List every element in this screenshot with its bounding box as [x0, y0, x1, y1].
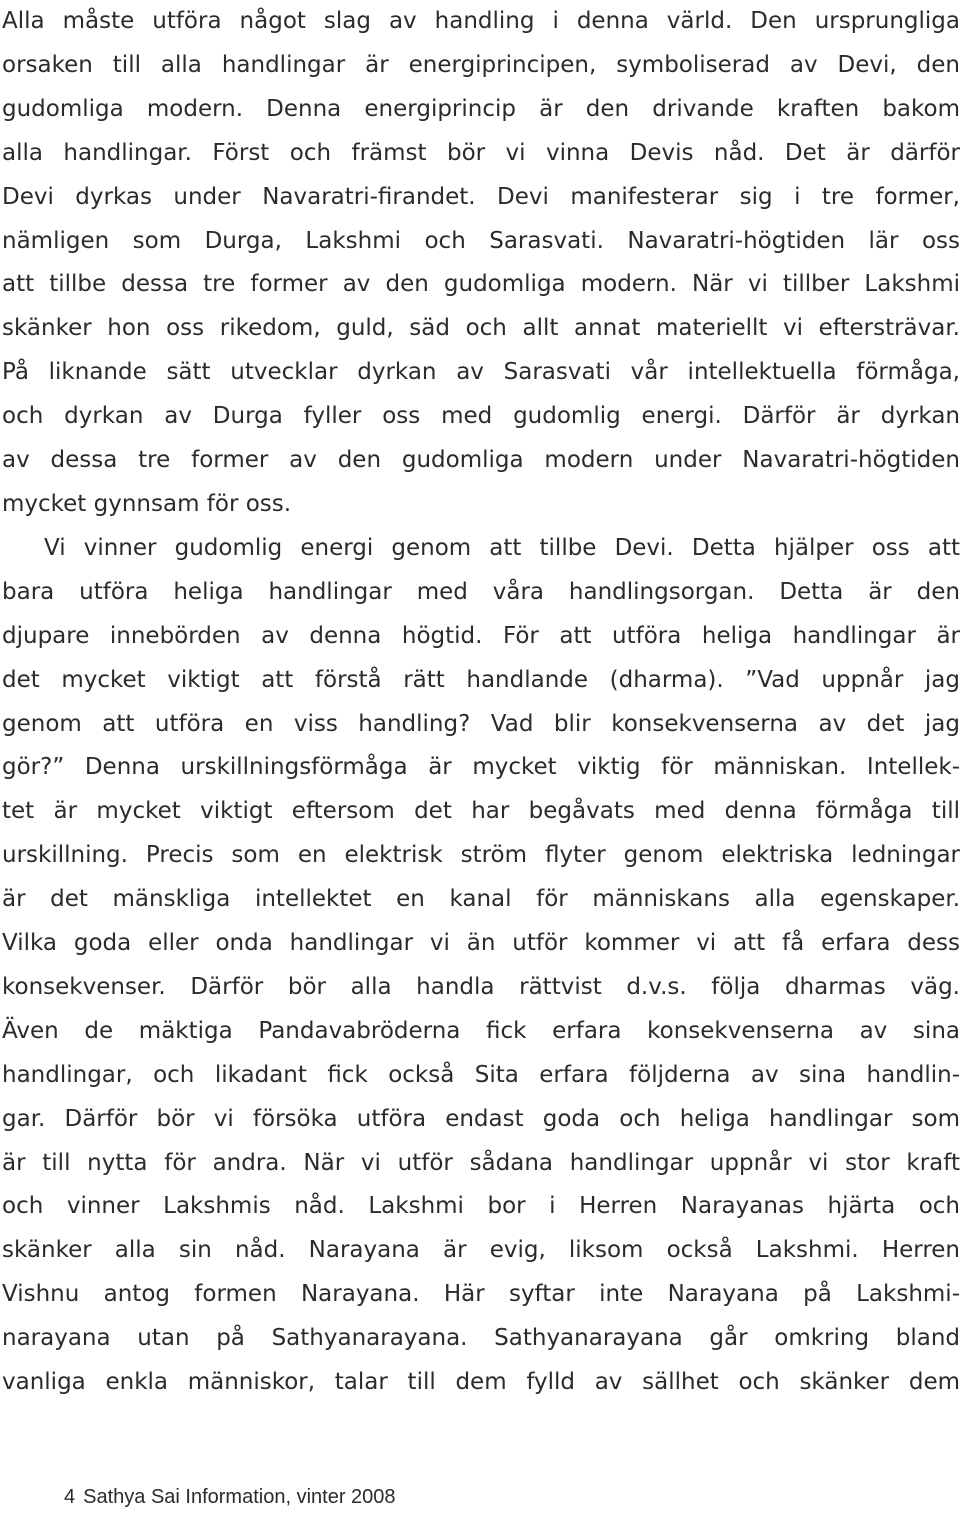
text-line: det mycket viktigt att förstå rätt handlande (dharma). ”Vad uppnår jag	[2, 666, 960, 693]
text-line: alla handlingar. Först och främst bör vi vinna Devis nåd. Det är därför	[2, 139, 960, 166]
publication-name: Sathya Sai Information, vinter 2008	[83, 1486, 396, 1508]
text-line: att tillbe dessa tre former av den gudomliga modern. När vi tillber Lakshmi	[2, 271, 960, 298]
text-line: Alla måste utföra något slag av handling i denna värld. Den ursprungliga	[2, 8, 960, 34]
text-line: mycket gynnsam för oss.	[2, 490, 292, 517]
page-number: 4	[64, 1486, 76, 1508]
text-line: genom att utföra en viss handling? Vad blir konsekvenserna av det jag	[2, 710, 960, 737]
text-line: gör?” Denna urskillningsförmåga är mycket viktig för människan. Intellek-	[2, 754, 960, 781]
text-line: är till nytta för andra. När vi utför sådana handlingar uppnår vi stor kraft	[2, 1149, 960, 1176]
text-line: Vilka goda eller onda handlingar vi än utför kommer vi att få erfara dess	[2, 930, 960, 957]
text-line: Vishnu antog formen Narayana. Här syftar inte Narayana på Lakshmi-	[2, 1281, 960, 1308]
text-line: På liknande sätt utvecklar dyrkan av Sarasvati vår intellektuella förmåga,	[2, 359, 960, 386]
text-line: vanliga enkla människor, talar till dem fylld av sällhet och skänker dem	[2, 1369, 960, 1396]
text-line: av dessa tre former av den gudomliga modern under Navaratri-högtiden	[2, 447, 960, 474]
page-footer	[64, 1484, 396, 1510]
text-line: Devi dyrkas under Navaratri-firandet. Devi manifesterar sig i tre former,	[2, 183, 960, 210]
text-line: handlingar, och likadant fick också Sita erfara följderna av sina handlin-	[2, 1061, 960, 1088]
text-line: orsaken till alla handlingar är energiprincipen, symboliserad av Devi, den	[2, 51, 960, 78]
text-line: tet är mycket viktigt eftersom det har begåvats med denna förmåga till	[2, 798, 960, 825]
text-line: skänker alla sin nåd. Narayana är evig, liksom också Lakshmi. Herren	[2, 1237, 960, 1264]
text-line: urskillning. Precis som en elektrisk ström flyter genom elektriska ledningar	[2, 842, 960, 869]
text-line: är det mänskliga intellektet en kanal för människans alla egenskaper.	[2, 886, 960, 913]
text-line: bara utföra heliga handlingar med våra handlingsorgan. Detta är den	[2, 578, 960, 605]
text-line: och vinner Lakshmis nåd. Lakshmi bor i Herren Narayanas hjärta och	[2, 1193, 960, 1220]
text-line: och dyrkan av Durga fyller oss med gudomlig energi. Därför är dyrkan	[2, 403, 960, 430]
text-line: skänker hon oss rikedom, guld, säd och allt annat materiellt vi eftersträvar.	[2, 315, 960, 342]
text-line: konsekvenser. Därför bör alla handla rättvist d.v.s. följa dharmas väg.	[2, 973, 960, 1000]
text-line: Vi vinner gudomlig energi genom att tillbe Devi. Detta hjälper oss att	[44, 534, 960, 561]
text-line: gudomliga modern. Denna energiprincip är den drivande kraften bakom	[2, 95, 960, 122]
text-line: Även de mäktiga Pandavabröderna fick erfara konsekvenserna av sina	[2, 1017, 960, 1044]
text-line: nämligen som Durga, Lakshmi och Sarasvati. Navaratri-högtiden lär oss	[2, 227, 960, 254]
text-line: djupare innebörden av denna högtid. För att utföra heliga handlingar är	[2, 622, 960, 649]
text-line: narayana utan på Sathyanarayana. Sathyanarayana går omkring bland	[2, 1325, 960, 1352]
article-body	[2, 0, 960, 1405]
text-line: gar. Därför bör vi försöka utföra endast goda och heliga handlingar som	[2, 1105, 960, 1132]
